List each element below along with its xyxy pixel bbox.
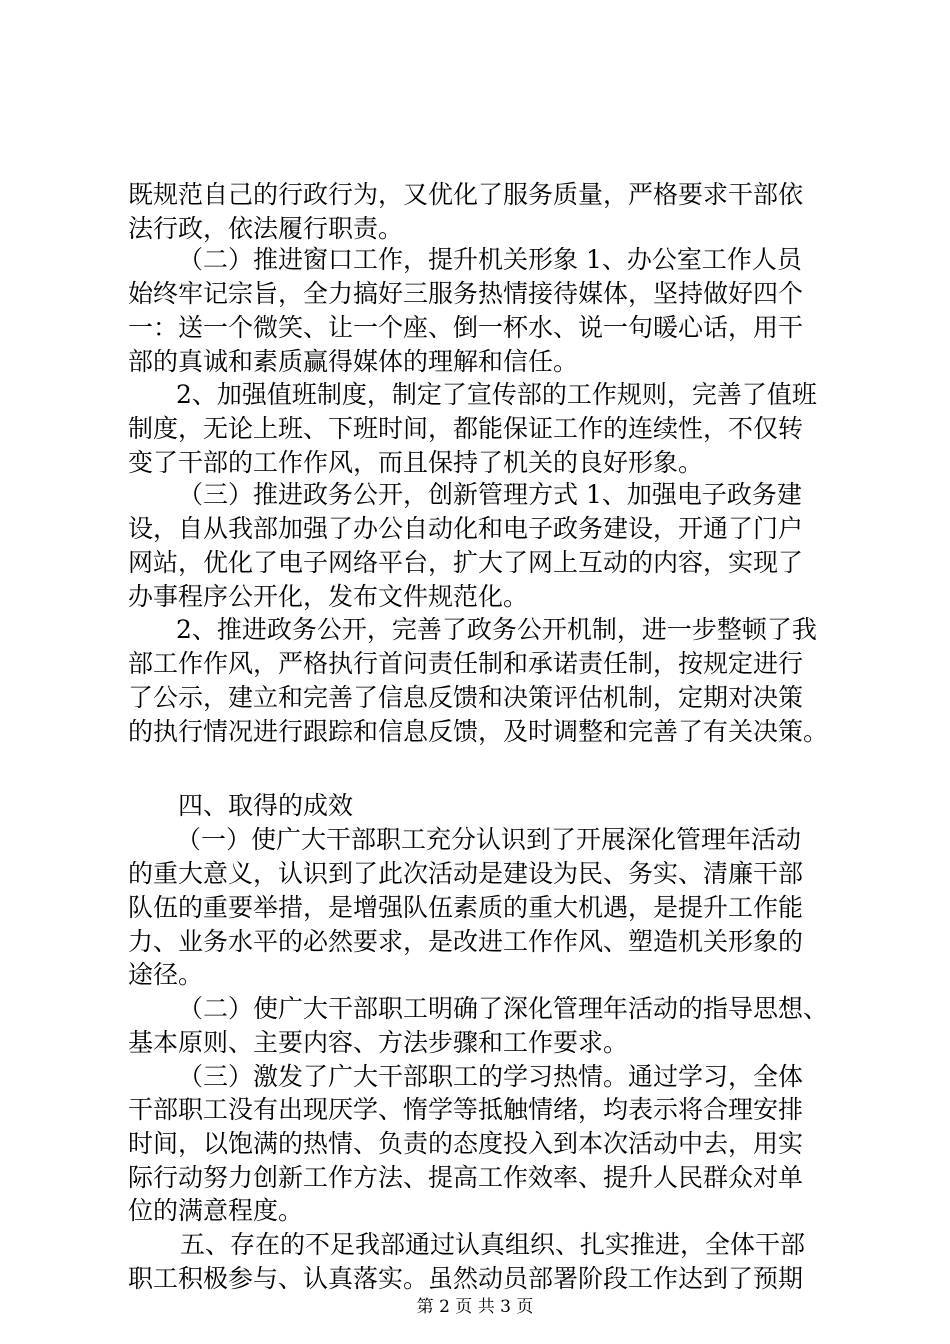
text-line: （二）使广大干部职工明确了深化管理年活动的指导思想、 (178, 994, 829, 1023)
text-line: 队伍的重要举措，是增强队伍素质的重大机遇，是提升工作能 (128, 893, 804, 922)
text-line: 法行政，依法履行职责。 (128, 214, 404, 243)
text-line: 始终牢记宗旨，全力搞好三服务热情接待媒体，坚持做好四个 (128, 279, 804, 308)
text-line: 职工积极参与、认真落实。虽然动员部署阶段工作达到了预期 (128, 1264, 804, 1293)
text-line: 制度，无论上班、下班时间，都能保证工作的连续性，不仅转 (128, 414, 804, 443)
text-line: 既规范自己的行政行为，又优化了服务质量，严格要求干部依 (128, 180, 804, 209)
text-line: 一：送一个微笑、让一个座、倒一杯水、说一句暖心话，用干 (128, 313, 804, 342)
text-line: 2、加强值班制度，制定了宣传部的工作规则，完善了值班 (176, 380, 817, 409)
text-line: 部的真诚和素质赢得媒体的理解和信任。 (128, 347, 579, 376)
text-line: 力、业务水平的必然要求，是改进工作作风、塑造机关形象的 (128, 927, 804, 956)
text-line: 设，自从我部加强了办公自动化和电子政务建设，开通了门户 (128, 514, 804, 543)
text-line: （一）使广大干部职工充分认识到了开展深化管理年活动 (176, 825, 802, 854)
text-line: （二）推进窗口工作，提升机关形象 1、办公室工作人员 (178, 245, 802, 274)
text-line: （三）推进政务公开，创新管理方式 1、加强电子政务建 (178, 480, 802, 509)
section-heading: 四、取得的成效 (178, 791, 354, 820)
text-line: 办事程序公开化，发布文件规范化。 (128, 582, 529, 611)
section-heading: 五、存在的不足我部通过认真组织、扎实推进，全体干部 (180, 1230, 806, 1259)
page-footer: 第 2 页 共 3 页 (416, 1297, 534, 1317)
text-line: 位的满意程度。 (128, 1196, 304, 1225)
text-line: 时间，以饱满的热情、负责的态度投入到本次活动中去，用实 (128, 1129, 804, 1158)
text-line: 际行动努力创新工作方法、提高工作效率、提升人民群众对单 (128, 1163, 804, 1192)
text-line: 2、推进政务公开，完善了政务公开机制，进一步整顿了我 (176, 615, 817, 644)
text-line: 干部职工没有出现厌学、惰学等抵触情绪，均表示将合理安排 (128, 1095, 804, 1124)
text-line: 网站，优化了电子网络平台，扩大了网上互动的内容，实现了 (128, 548, 804, 577)
text-line: 了公示，建立和完善了信息反馈和决策评估机制，定期对决策 (128, 683, 804, 712)
text-line: 的重大意义，认识到了此次活动是建设为民、务实、清廉干部 (128, 859, 804, 888)
text-line: 途径。 (128, 960, 204, 989)
text-line: 基本原则、主要内容、方法步骤和工作要求。 (128, 1028, 629, 1057)
text-line: 的执行情况进行跟踪和信息反馈，及时调整和完善了有关决策。 (128, 717, 829, 746)
text-line: 部工作作风，严格执行首问责任制和承诺责任制，按规定进行 (128, 649, 804, 678)
text-line: （三）激发了广大干部职工的学习热情。通过学习，全体 (178, 1062, 804, 1091)
text-line: 变了干部的工作作风，而且保持了机关的良好形象。 (128, 448, 704, 477)
